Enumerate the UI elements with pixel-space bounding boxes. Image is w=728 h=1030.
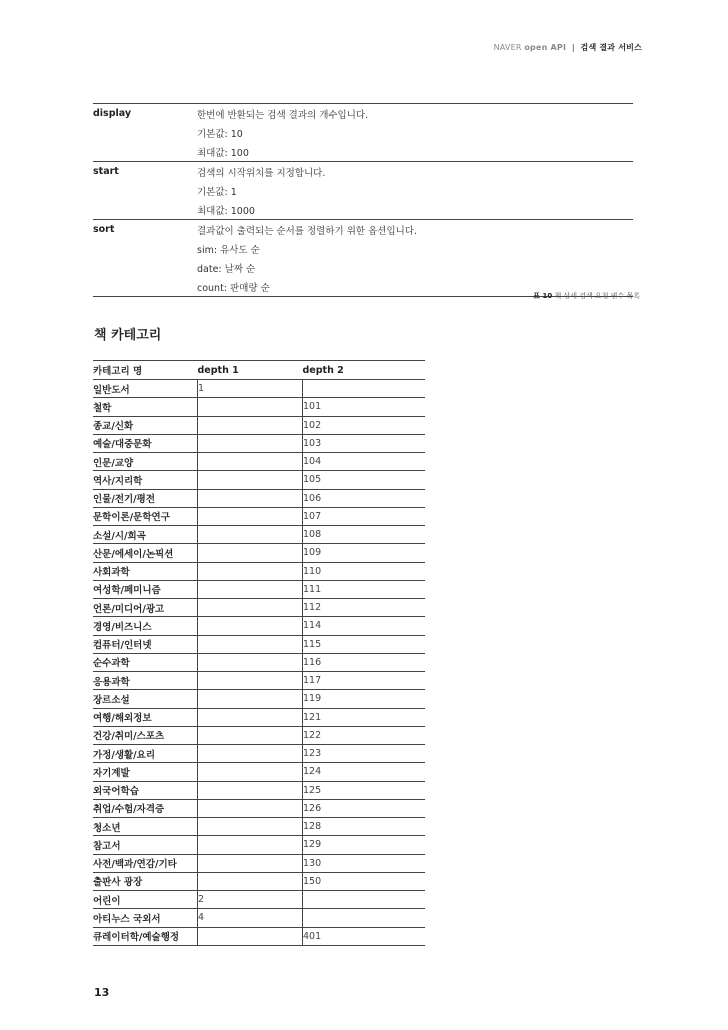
category-depth-1 — [198, 745, 303, 763]
param-description: 기본값: 1 — [197, 186, 237, 198]
category-depth-1 — [198, 708, 303, 726]
category-name: 자기계발 — [93, 763, 198, 781]
param-line — [93, 200, 633, 219]
table-row — [93, 635, 425, 653]
param-description: 최대값: 100 — [197, 147, 249, 159]
table-row — [93, 818, 425, 836]
category-depth-1 — [198, 799, 303, 817]
table-row — [93, 562, 425, 580]
category-name: 취업/수험/자격증 — [93, 799, 198, 817]
table-row — [93, 854, 425, 872]
table-row — [93, 690, 425, 708]
param-description: 최대값: 1000 — [197, 205, 255, 217]
table-row — [93, 507, 425, 525]
header-depth-1: depth 1 — [198, 361, 303, 380]
category-name: 건강/취미/스포츠 — [93, 726, 198, 744]
category-name: 인문/교양 — [93, 453, 198, 471]
category-name: 참고서 — [93, 836, 198, 854]
page-header — [494, 42, 642, 53]
category-name: 사회과학 — [93, 562, 198, 580]
category-depth-2: 111 — [303, 580, 426, 598]
category-depth-1 — [198, 872, 303, 890]
category-depth-2: 101 — [303, 398, 426, 416]
category-depth-1 — [198, 763, 303, 781]
category-depth-1 — [198, 580, 303, 598]
category-name: 어린이 — [93, 891, 198, 909]
category-name: 소설/시/희곡 — [93, 526, 198, 544]
category-name: 종교/신화 — [93, 416, 198, 434]
category-depth-1 — [198, 453, 303, 471]
header-open-api: open API — [524, 43, 567, 52]
param-description: sim: 유사도 순 — [197, 244, 260, 256]
category-depth-1 — [198, 599, 303, 617]
category-name: 컴퓨터/인터넷 — [93, 635, 198, 653]
category-name: 철학 — [93, 398, 198, 416]
category-depth-1 — [198, 726, 303, 744]
category-depth-1 — [198, 434, 303, 452]
table-row — [93, 416, 425, 434]
header-category-name: 카테고리 명 — [93, 361, 198, 380]
table-row — [93, 526, 425, 544]
category-table — [93, 360, 425, 946]
category-depth-2: 123 — [303, 745, 426, 763]
request-parameter-table — [93, 103, 633, 297]
table-row — [93, 580, 425, 598]
param-line — [93, 181, 633, 200]
category-depth-1 — [198, 818, 303, 836]
category-depth-1 — [198, 617, 303, 635]
category-depth-2: 108 — [303, 526, 426, 544]
category-name: 사전/백과/연감/기타 — [93, 854, 198, 872]
table-row — [93, 909, 425, 927]
category-depth-1 — [198, 507, 303, 525]
table-row — [93, 434, 425, 452]
param-name: display — [93, 108, 132, 119]
category-name: 예술/대중문화 — [93, 434, 198, 452]
category-depth-1 — [198, 672, 303, 690]
category-depth-1 — [198, 690, 303, 708]
category-name: 여성학/페미니즘 — [93, 580, 198, 598]
category-depth-2: 114 — [303, 617, 426, 635]
category-depth-1 — [198, 416, 303, 434]
param-description: 결과값이 출력되는 순서를 정렬하기 위한 옵션입니다. — [197, 225, 418, 237]
category-depth-2: 401 — [303, 927, 426, 945]
category-depth-2: 150 — [303, 872, 426, 890]
table-row — [93, 927, 425, 945]
param-description: 기본값: 10 — [197, 128, 243, 140]
category-depth-2 — [303, 909, 426, 927]
param-line — [93, 220, 633, 239]
table-row — [93, 653, 425, 671]
category-depth-1 — [198, 635, 303, 653]
category-name: 여행/해외정보 — [93, 708, 198, 726]
category-depth-1 — [198, 854, 303, 872]
caption-label: 표 10 — [533, 292, 553, 300]
category-depth-2: 129 — [303, 836, 426, 854]
category-depth-2: 109 — [303, 544, 426, 562]
category-depth-1 — [198, 471, 303, 489]
category-name: 외국어학습 — [93, 781, 198, 799]
table-row — [93, 745, 425, 763]
category-name: 순수과학 — [93, 653, 198, 671]
table-row — [93, 763, 425, 781]
table-row — [93, 708, 425, 726]
category-depth-2: 124 — [303, 763, 426, 781]
category-name: 일반도서 — [93, 380, 198, 398]
header-service: 검색 결과 서비스 — [580, 43, 642, 52]
category-depth-2: 116 — [303, 653, 426, 671]
page-number: 13 — [94, 986, 110, 999]
header-depth-2: depth 2 — [303, 361, 426, 380]
category-depth-2: 119 — [303, 690, 426, 708]
param-description: 검색의 시작위치를 지정합니다. — [197, 167, 326, 179]
category-depth-1 — [198, 398, 303, 416]
category-name: 문학이론/문학연구 — [93, 507, 198, 525]
category-depth-1 — [198, 781, 303, 799]
category-name: 가정/생활/요리 — [93, 745, 198, 763]
table-row — [93, 891, 425, 909]
category-name: 응용과학 — [93, 672, 198, 690]
param-description: count: 판매량 순 — [197, 282, 270, 294]
table-row — [93, 836, 425, 854]
param-line — [93, 162, 633, 181]
category-depth-2: 104 — [303, 453, 426, 471]
param-line — [93, 142, 633, 161]
table-row — [93, 617, 425, 635]
category-depth-2: 125 — [303, 781, 426, 799]
category-depth-2: 128 — [303, 818, 426, 836]
category-depth-2: 110 — [303, 562, 426, 580]
table-row — [93, 781, 425, 799]
category-depth-2 — [303, 891, 426, 909]
category-depth-2: 117 — [303, 672, 426, 690]
param-line — [93, 258, 633, 277]
category-name: 인물/전기/평전 — [93, 489, 198, 507]
section-title: 책 카테고리 — [94, 328, 162, 343]
table-row — [93, 471, 425, 489]
param-description: date: 날짜 순 — [197, 263, 256, 275]
category-name: 출판사 광장 — [93, 872, 198, 890]
table-row — [93, 380, 425, 398]
caption-text: 책 상세 검색 요청 변수 목록 — [554, 292, 640, 300]
param-description: 한번에 반환되는 검색 결과의 개수입니다. — [197, 109, 369, 121]
param-line — [93, 104, 633, 123]
header-separator: | — [571, 43, 575, 52]
table-row — [93, 872, 425, 890]
category-depth-1 — [198, 526, 303, 544]
category-depth-1 — [198, 562, 303, 580]
category-depth-2: 102 — [303, 416, 426, 434]
param-name: start — [93, 166, 119, 177]
table-caption — [533, 291, 640, 301]
category-depth-1: 2 — [198, 891, 303, 909]
param-row — [93, 104, 633, 162]
category-name: 산문/에세이/논픽션 — [93, 544, 198, 562]
category-depth-2: 121 — [303, 708, 426, 726]
table-row — [93, 544, 425, 562]
category-name: 언론/미디어/광고 — [93, 599, 198, 617]
category-depth-1 — [198, 927, 303, 945]
table-row — [93, 398, 425, 416]
category-depth-2: 115 — [303, 635, 426, 653]
category-name: 큐레이터학/예술행정 — [93, 927, 198, 945]
category-depth-1: 1 — [198, 380, 303, 398]
category-table-header-row — [93, 361, 425, 380]
param-line — [93, 123, 633, 142]
param-line — [93, 239, 633, 258]
category-depth-1 — [198, 544, 303, 562]
category-name: 장르소설 — [93, 690, 198, 708]
category-depth-2: 105 — [303, 471, 426, 489]
category-depth-2: 126 — [303, 799, 426, 817]
category-depth-2: 122 — [303, 726, 426, 744]
category-depth-2: 107 — [303, 507, 426, 525]
table-row — [93, 726, 425, 744]
table-row — [93, 453, 425, 471]
table-row — [93, 799, 425, 817]
category-depth-2: 106 — [303, 489, 426, 507]
param-row — [93, 162, 633, 220]
category-depth-2: 130 — [303, 854, 426, 872]
category-name: 경영/비즈니스 — [93, 617, 198, 635]
category-depth-2: 103 — [303, 434, 426, 452]
header-naver: NAVER — [493, 43, 522, 52]
category-depth-2: 112 — [303, 599, 426, 617]
category-name: 아티누스 국외서 — [93, 909, 198, 927]
category-depth-1 — [198, 653, 303, 671]
category-name: 역사/지리학 — [93, 471, 198, 489]
category-depth-1 — [198, 489, 303, 507]
table-row — [93, 599, 425, 617]
category-name: 청소년 — [93, 818, 198, 836]
param-row — [93, 220, 633, 297]
param-name: sort — [93, 224, 115, 235]
category-depth-2 — [303, 380, 426, 398]
table-row — [93, 489, 425, 507]
category-depth-1 — [198, 836, 303, 854]
category-depth-1: 4 — [198, 909, 303, 927]
table-row — [93, 672, 425, 690]
